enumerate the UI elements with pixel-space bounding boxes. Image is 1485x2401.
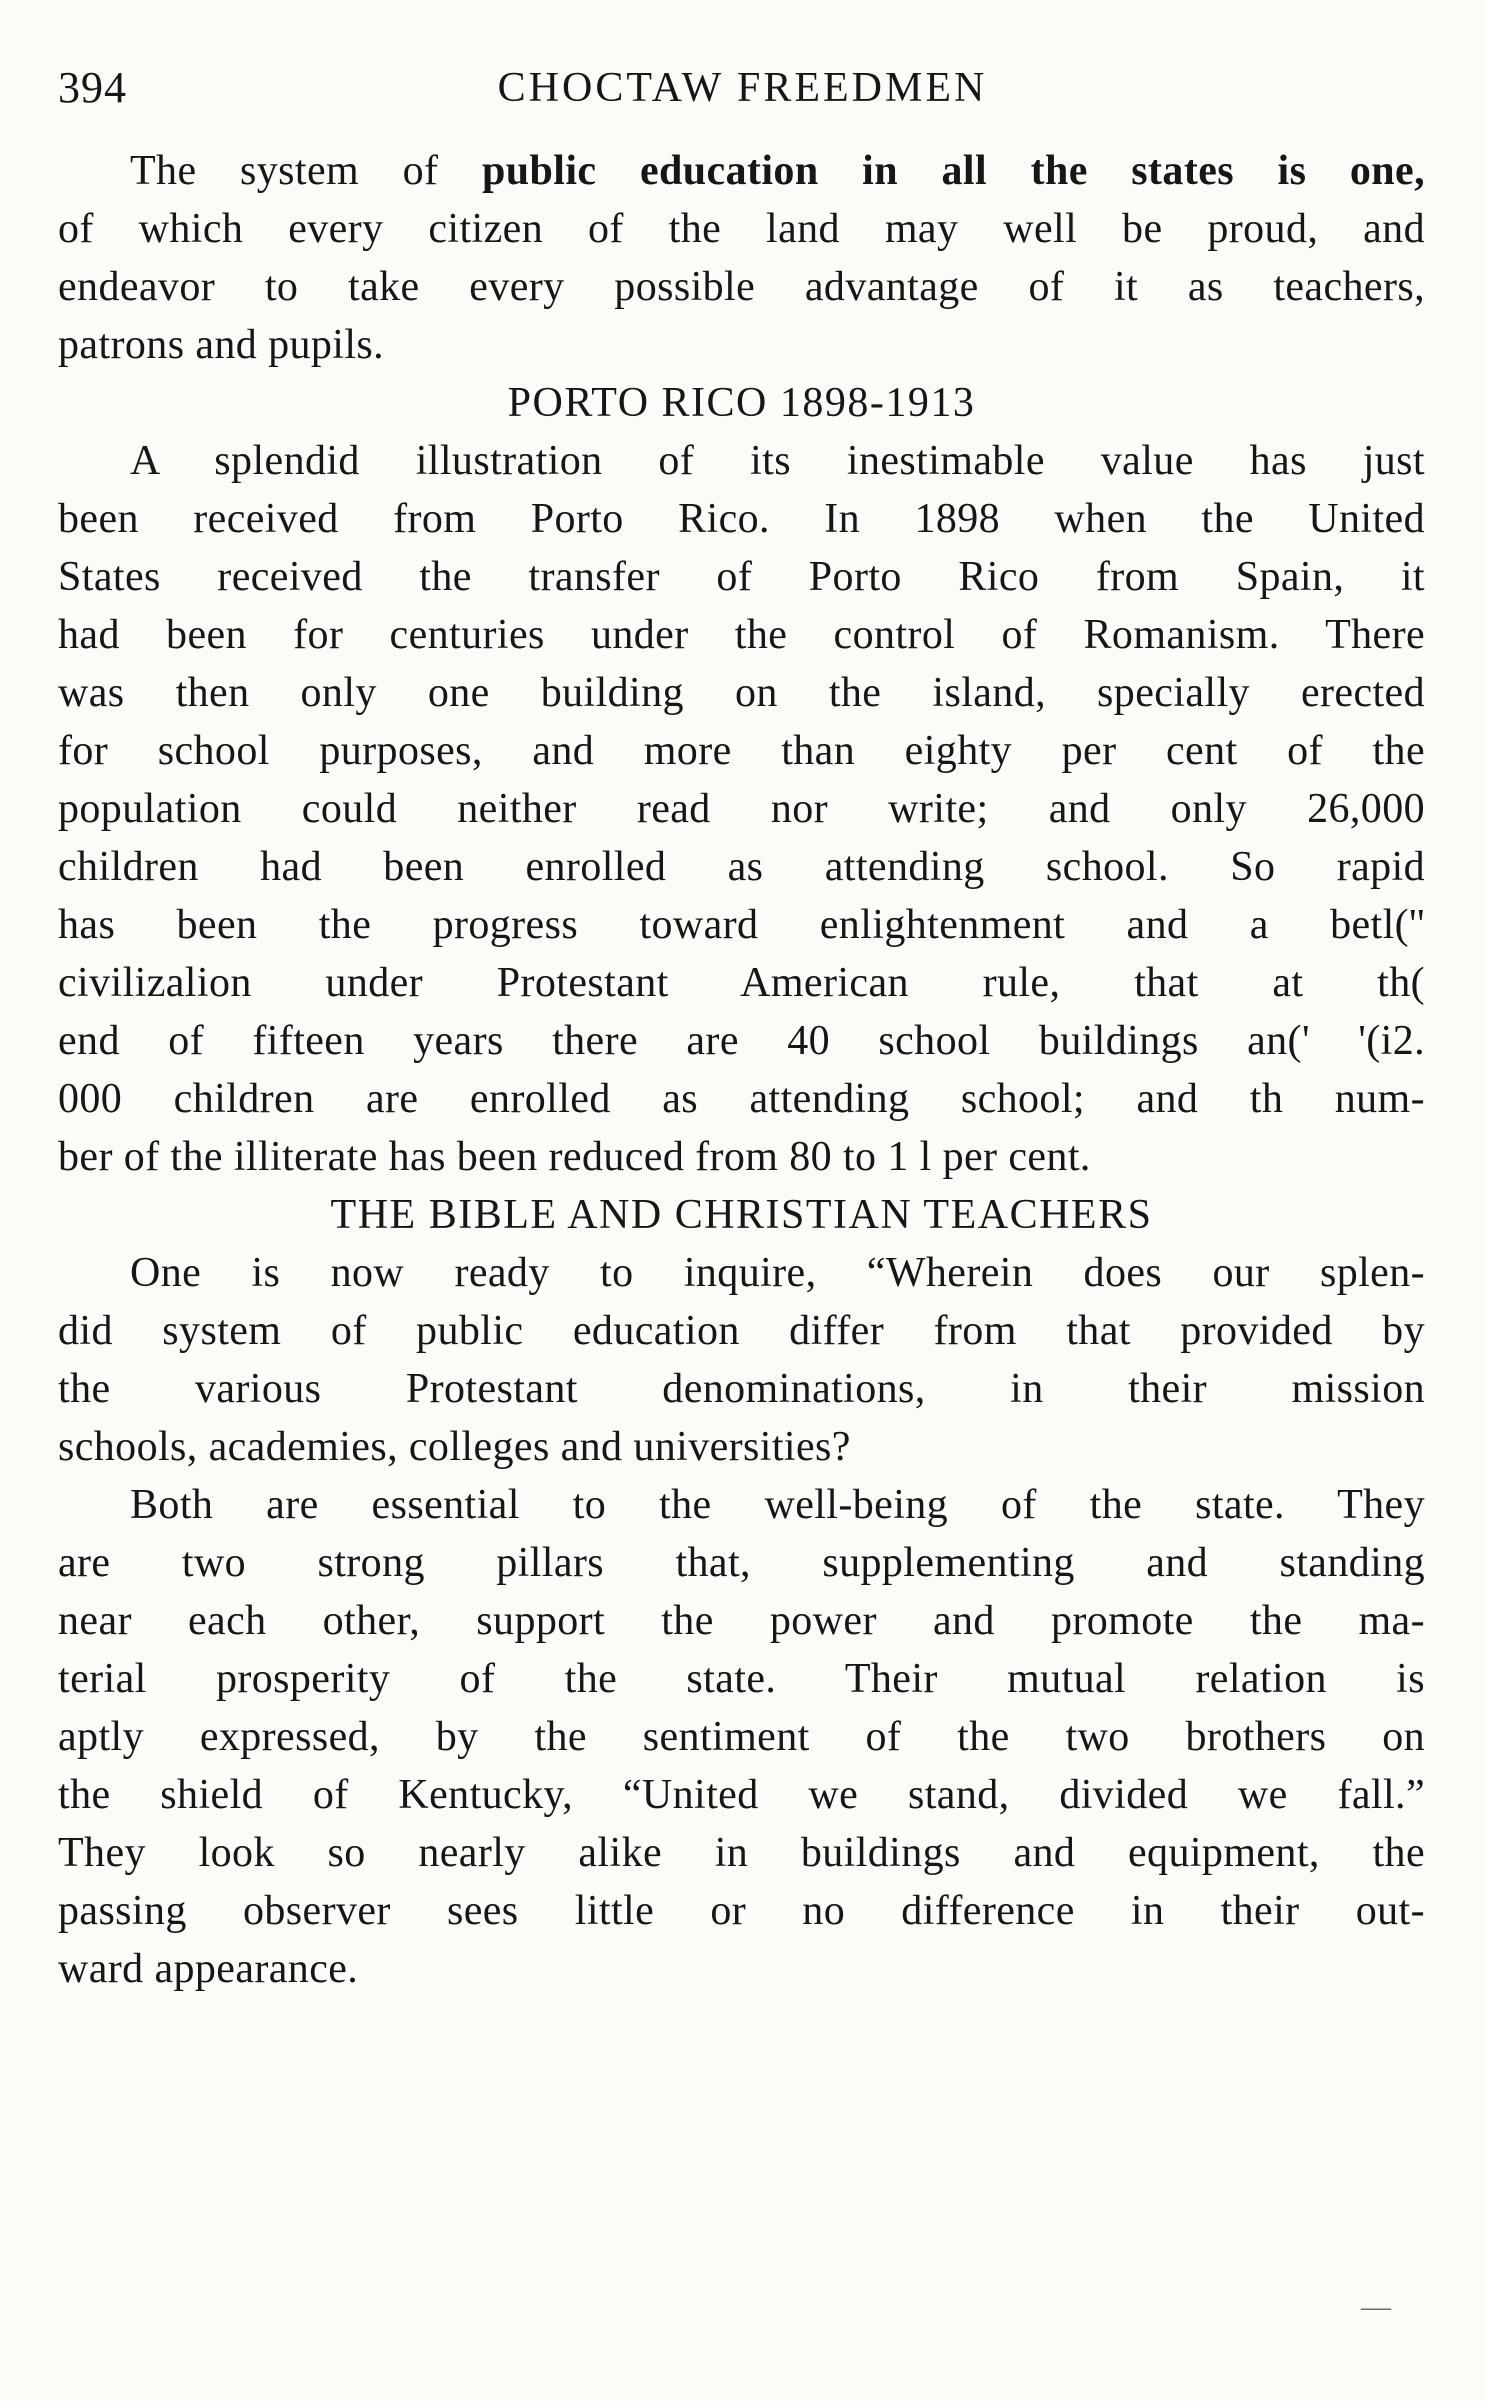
- text-line: are two strong pillars that, supplementing and standing: [58, 1540, 1425, 1586]
- text-line: [58, 142, 1425, 200]
- section-heading: THE BIBLE AND CHRISTIAN TEACHERS: [330, 1192, 1153, 1238]
- text-line: for school purposes, and more than eighty per cent of the: [58, 728, 1425, 774]
- text-line: the shield of Kentucky, “United we stand, divided we fall.”: [58, 1772, 1425, 1818]
- text-line: endeavor to take every possible advantage of it as teachers,: [58, 264, 1425, 310]
- page-number: 394: [58, 63, 127, 112]
- text-line: was then only one building on the island, specially erected: [58, 670, 1425, 716]
- margin-mark: —: [1361, 2290, 1389, 2323]
- page-title: CHOCTAW FREEDMEN: [497, 65, 988, 111]
- text-line: population could neither read nor write; and only 26,000: [58, 786, 1425, 832]
- text-line: Both are essential to the well-being of the state. They: [130, 1482, 1425, 1528]
- page-content: [0, 142, 1485, 1998]
- text-line: One is now ready to inquire, “Wherein does our splen-: [130, 1250, 1425, 1296]
- text-line: terial prosperity of the state. Their mutual relation is: [58, 1656, 1425, 1702]
- text-line: had been for centuries under the control of Romanism. There: [58, 612, 1425, 658]
- section-heading: PORTO RICO 1898-1913: [507, 380, 976, 426]
- text-line: did system of public education differ from that provided by: [58, 1308, 1425, 1354]
- text-line: has been the progress toward enlightenment and a betl('': [58, 902, 1425, 948]
- text-line: A splendid illustration of its inestimable value has just: [130, 438, 1425, 484]
- text-line: passing observer sees little or no difference in their out-: [58, 1888, 1425, 1934]
- page-header: [0, 0, 1485, 120]
- text-line: 000 children are enrolled as attending school; and th num-: [58, 1076, 1425, 1122]
- text-line: civilizalion under Protestant American rule, that at th(: [58, 960, 1425, 1006]
- text-line: patrons and pupils.: [58, 322, 385, 368]
- text-line: ward appearance.: [58, 1946, 359, 1992]
- bold-text: public education in all the states is one,: [481, 148, 1425, 194]
- text-line: the various Protestant denominations, in their mission: [58, 1366, 1425, 1412]
- text-line: aptly expressed, by the sentiment of the two brothers on: [58, 1714, 1425, 1760]
- text-line: end of fifteen years there are 40 school buildings an(' '(i2.: [58, 1018, 1425, 1064]
- text-line: schools, academies, colleges and universities?: [58, 1424, 851, 1470]
- text-line: States received the transfer of Porto Rico from Spain, it: [58, 554, 1425, 600]
- text-line: of which every citizen of the land may well be proud, and: [58, 206, 1425, 252]
- text-segment: The system of: [130, 148, 482, 194]
- text-line: children had been enrolled as attending school. So rapid: [58, 844, 1425, 890]
- text-line: ber of the illiterate has been reduced from 80 to 1 l per cent.: [58, 1134, 1091, 1180]
- text-line: They look so nearly alike in buildings and equipment, the: [58, 1830, 1425, 1876]
- text-line: been received from Porto Rico. In 1898 when the United: [58, 496, 1425, 542]
- text-line: near each other, support the power and promote the ma-: [58, 1598, 1425, 1644]
